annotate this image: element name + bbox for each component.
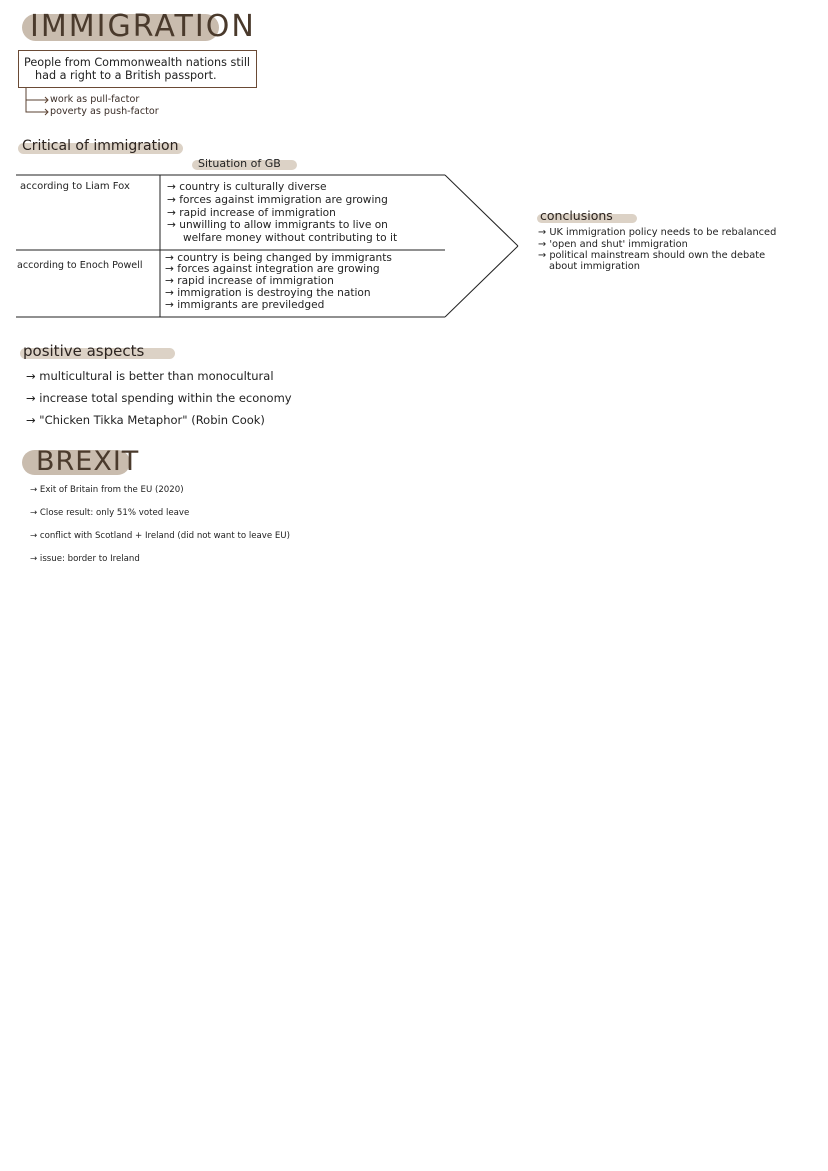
brexit-line-4: → issue: border to Ireland xyxy=(30,554,140,564)
row-label-enoch-powell: according to Enoch Powell xyxy=(17,260,143,271)
positive-line-2: → increase total spending within the economy xyxy=(26,391,292,405)
branch-arrows xyxy=(20,88,50,118)
branch-pull-factor: work as pull-factor xyxy=(50,94,140,105)
critical-heading: Critical of immigration xyxy=(22,138,179,154)
conclusion-line-2: → 'open and shut' immigration xyxy=(538,239,688,250)
branch-push-factor: poverty as push-factor xyxy=(50,106,159,117)
brexit-title: BREXIT xyxy=(36,446,140,477)
column-header: Situation of GB xyxy=(198,157,281,170)
row-label-liam-fox: according to Liam Fox xyxy=(20,181,130,192)
box-line-1: People from Commonwealth nations still xyxy=(24,56,251,69)
row2-line-3: → rapid increase of immigration xyxy=(165,275,334,287)
conclusions-heading: conclusions xyxy=(540,208,613,223)
conclusion-line-4: about immigration xyxy=(549,261,640,272)
box-line-2: had a right to a British passport. xyxy=(35,69,217,82)
brexit-line-3: → conflict with Scotland + Ireland (did not want to leave EU) xyxy=(30,531,290,541)
page-title: IMMIGRATION xyxy=(30,9,256,44)
conclusion-line-3: → political mainstream should own the debate xyxy=(538,250,766,261)
row1-line-3: → rapid increase of immigration xyxy=(167,207,336,219)
brexit-line-2: → Close result: only 51% voted leave xyxy=(30,508,190,518)
row2-line-5: → immigrants are previledged xyxy=(165,299,325,311)
row2-line-2: → forces against integration are growing xyxy=(165,263,380,275)
row2-line-4: → immigration is destroying the nation xyxy=(165,287,371,299)
positive-line-1: → multicultural is better than monocultural xyxy=(26,369,274,383)
row1-line-4: → unwilling to allow immigrants to live on xyxy=(167,219,388,231)
row2-line-1: → country is being changed by immigrants xyxy=(165,252,392,264)
row1-line-5: welfare money without contributing to it xyxy=(183,232,398,244)
row1-line-2: → forces against immigration are growing xyxy=(167,194,388,206)
row1-line-1: → country is culturally diverse xyxy=(167,181,327,193)
positive-line-3: → "Chicken Tikka Metaphor" (Robin Cook) xyxy=(26,413,265,427)
positive-heading: positive aspects xyxy=(23,342,145,360)
brexit-line-1: → Exit of Britain from the EU (2020) xyxy=(30,485,184,495)
conclusion-line-1: → UK immigration policy needs to be rebalanced xyxy=(538,227,777,238)
